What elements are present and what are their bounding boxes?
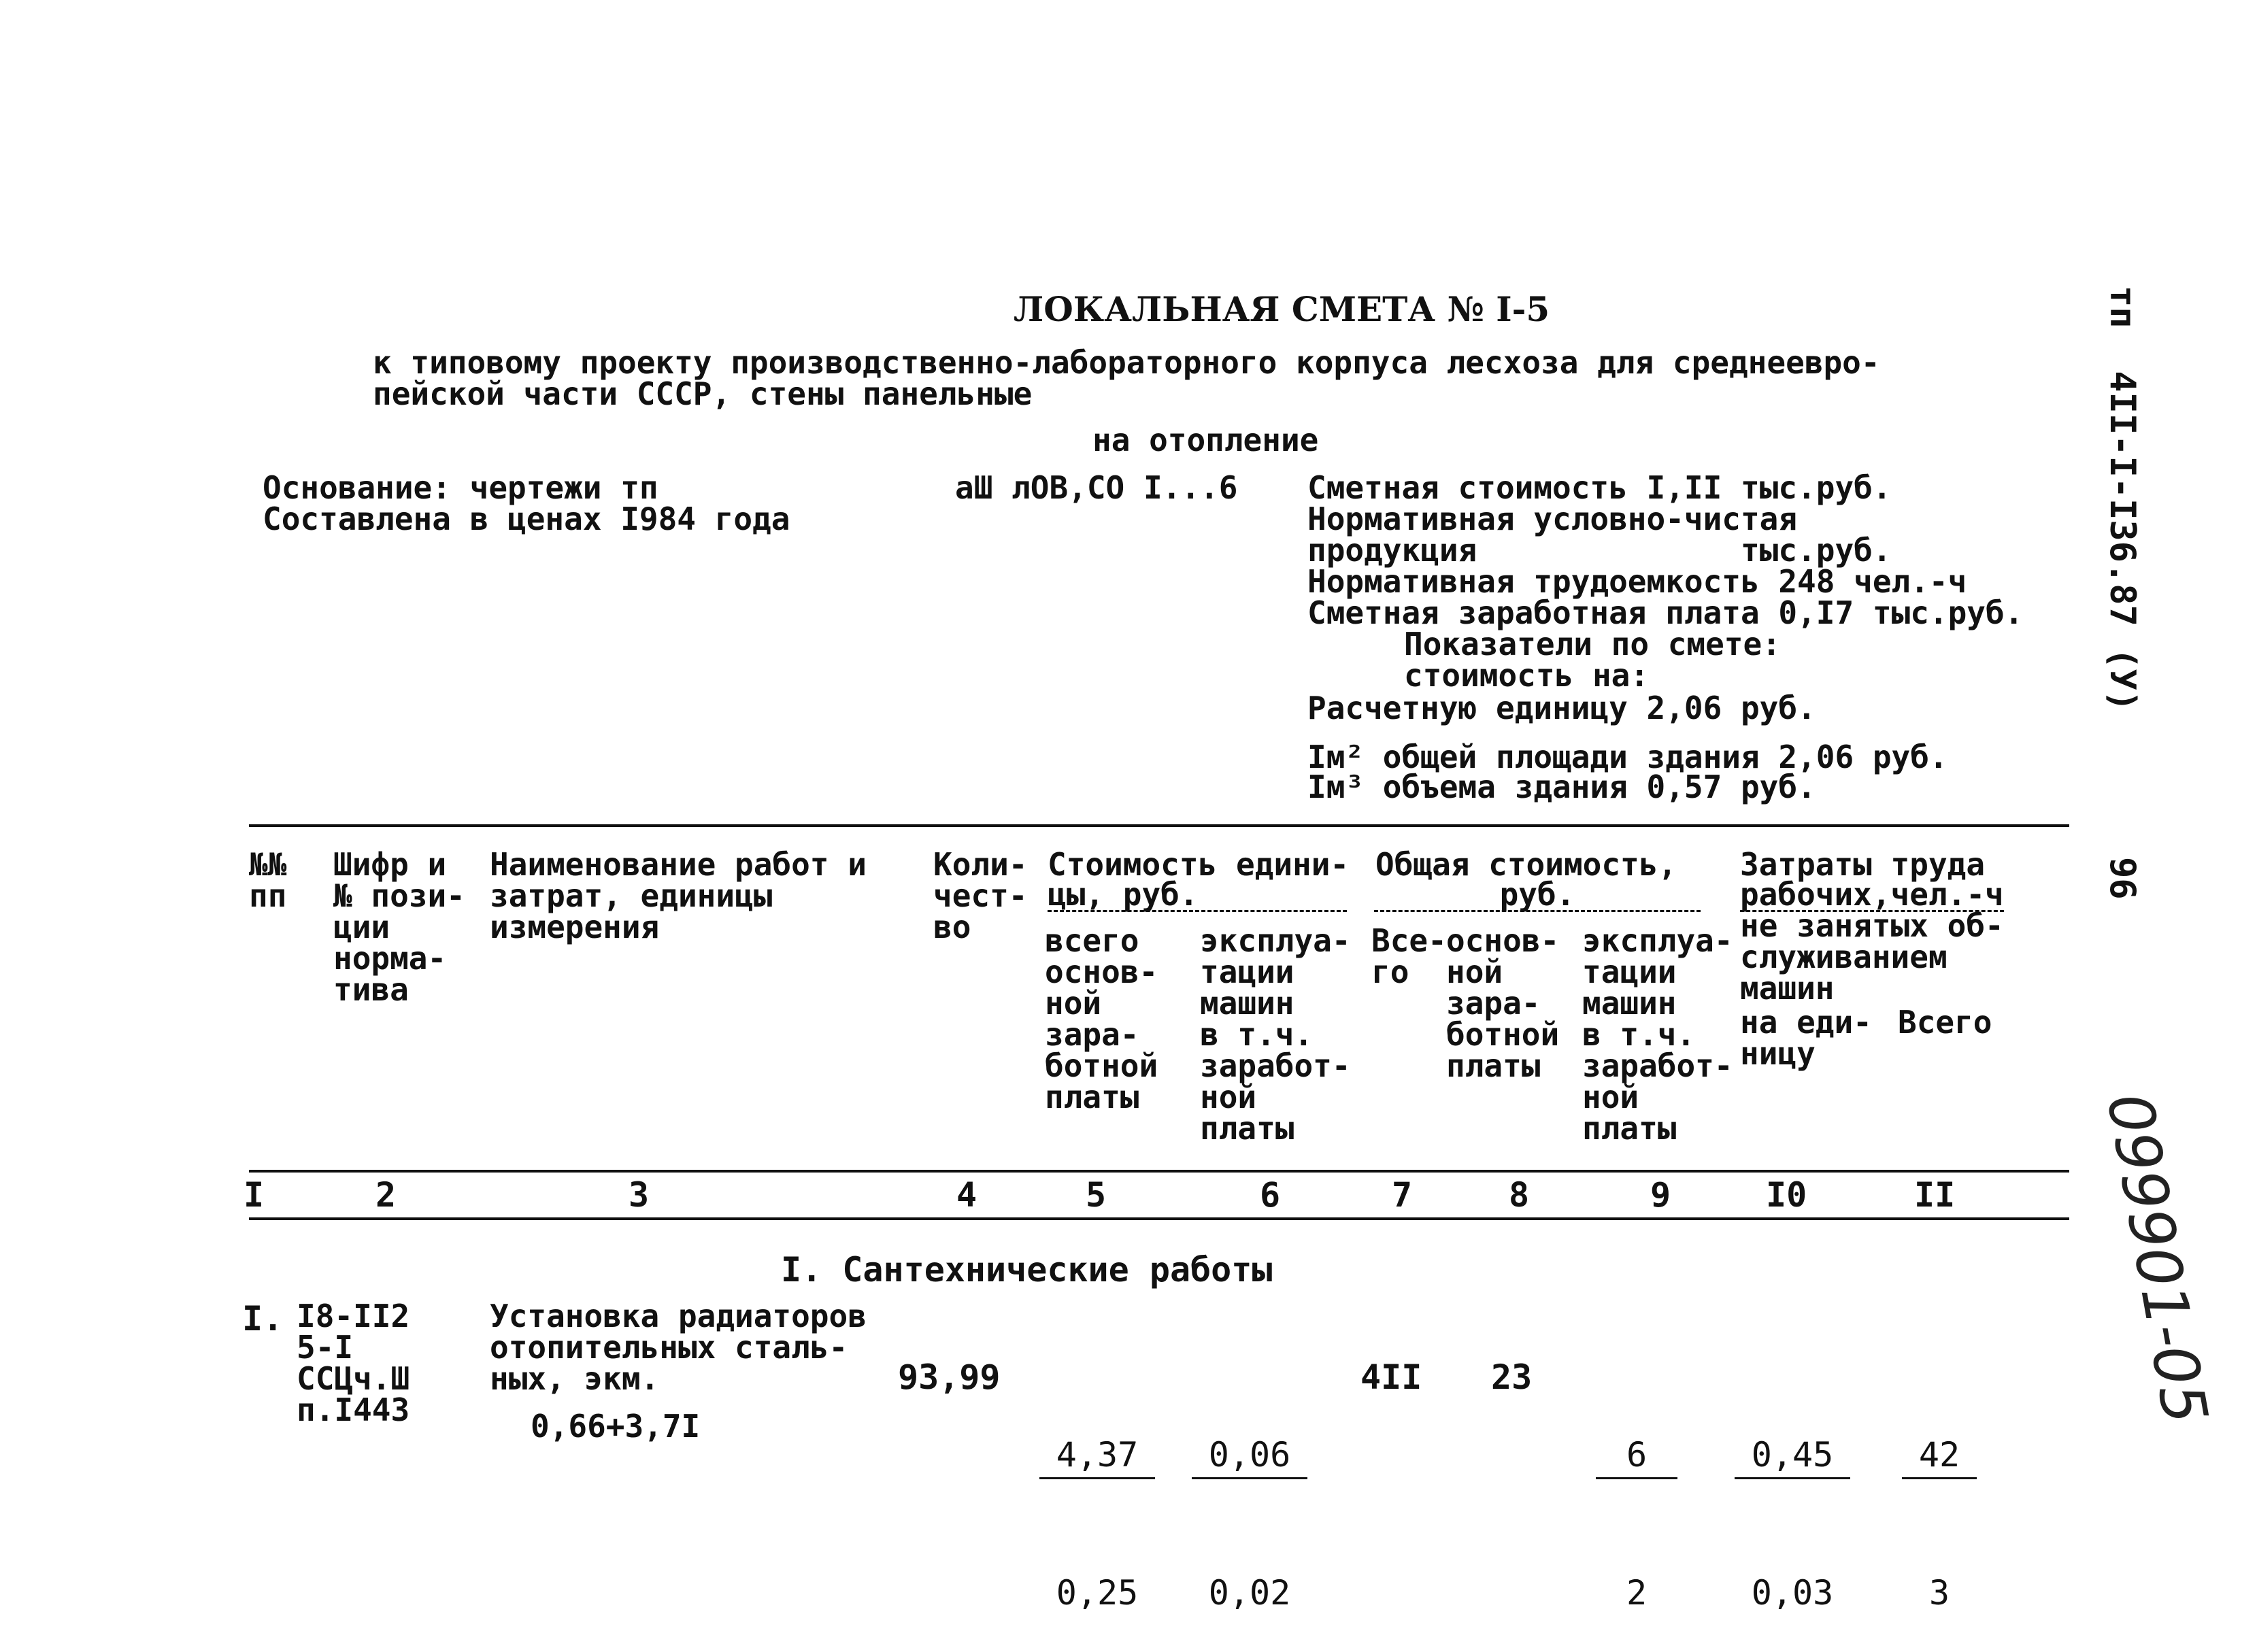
side-code-label: тп 4II-I-I36.87 (У): [2102, 286, 2143, 712]
summary-line-4: Нормативная трудоемкость 248 чел.-ч: [1307, 563, 1967, 600]
header-col-1: №№ пп: [249, 846, 287, 914]
indicators-title: Показатели по смете:: [1404, 626, 1781, 662]
header-col-8: основ- ной зара- ботной платы: [1446, 922, 1560, 1084]
header-labor-3: не занятых об- служиванием машин: [1740, 907, 2004, 1007]
header-col-4: Коли- чест- во: [933, 846, 1028, 945]
row-formula: 0,66+3,7I: [531, 1408, 701, 1445]
subtitle-line-3: на отопление: [1092, 422, 1319, 458]
basis-line-2: Составлена в ценах I984 года: [263, 501, 790, 537]
indicator-volume: Iм³ объема здания 0,57 руб.: [1307, 769, 1816, 805]
cell-col-11-top: 42: [1902, 1435, 1977, 1479]
header-col-2: Шифр и № пози- ции норма- тива: [333, 846, 465, 1008]
subtitle-line-2: пейской части СССР, стены панельные: [373, 375, 1033, 412]
header-bottom-rule: [249, 1170, 2069, 1173]
basis-code: аШ лОВ,СО I...6: [955, 469, 1238, 506]
header-col-9: эксплуа- тации машин в т.ч. заработ- ной платы: [1582, 922, 1733, 1147]
cell-col-11: [1902, 1356, 1977, 1652]
header-col-7: Все- го: [1371, 922, 1447, 990]
cell-col-6: [1192, 1356, 1307, 1652]
header-col-10: на еди- ницу: [1740, 1004, 1872, 1072]
header-unit-cost: Стоимость едини-: [1048, 846, 1350, 883]
cell-col-5-bottom: 0,25: [1056, 1573, 1139, 1613]
column-numbers-rule: [249, 1217, 2069, 1220]
document-title: ЛОКАЛЬНАЯ СМЕТА № I-5: [1014, 289, 1550, 329]
cell-col-9-bottom: 2: [1626, 1573, 1648, 1613]
cell-col-9: [1596, 1356, 1677, 1652]
cell-col-5: [1039, 1356, 1155, 1652]
cell-col-10-top: 0,45: [1735, 1435, 1850, 1479]
column-number-10: I0: [1766, 1175, 1807, 1215]
cell-col-10: [1735, 1356, 1850, 1652]
indicator-area: Iм² общей площади здания 2,06 руб.: [1307, 739, 1948, 775]
header-labor: Затраты труда: [1740, 846, 1986, 883]
header-col-3: Наименование работ и затрат, единицы измерения: [490, 846, 867, 945]
cell-col-9-top: 6: [1596, 1435, 1677, 1479]
header-total-cost-2: руб.: [1374, 879, 1701, 912]
indicator-unit: Расчетную единицу 2,06 руб.: [1307, 690, 1816, 726]
column-number-5: 5: [1086, 1175, 1107, 1215]
header-col-6: эксплуа- тации машин в т.ч. заработ- ной платы: [1200, 922, 1351, 1147]
side-page-number: 96: [2102, 857, 2143, 900]
column-number-6: 6: [1260, 1175, 1281, 1215]
handwritten-number: 099901-05: [2092, 1088, 2222, 1430]
summary-line-3: продукция тыс.руб.: [1307, 532, 1892, 569]
cell-col-5-top: 4,37: [1039, 1435, 1155, 1479]
row-code: I8-II2 5-I ССЦч.Ш п.I443: [297, 1298, 410, 1428]
summary-line-2: Нормативная условно-чистая: [1307, 501, 1798, 537]
cell-col-10-bottom: 0,03: [1751, 1573, 1834, 1613]
header-unit-cost-2: цы, руб.: [1048, 879, 1347, 912]
header-labor-2: рабочих,чел.-ч: [1740, 876, 2004, 913]
cell-col-6-bottom: 0,02: [1208, 1573, 1291, 1613]
column-number-11: II: [1914, 1175, 1956, 1215]
row-quantity: 93,99: [898, 1358, 1001, 1397]
cell-col-6-top: 0,06: [1192, 1435, 1307, 1479]
indicators-sub: стоимость на:: [1404, 657, 1650, 694]
summary-line-1: Сметная стоимость I,II тыс.руб.: [1307, 469, 1892, 506]
basis-line-1: Основание: чертежи тп: [263, 469, 658, 506]
section-title: I. Сантехнические работы: [781, 1250, 1273, 1289]
column-number-4: 4: [956, 1175, 977, 1215]
cell-col-11-bottom: 3: [1928, 1573, 1950, 1613]
header-col-11: Всего: [1898, 1004, 1992, 1041]
subtitle-line-1: к типовому проекту производственно-лабораторного корпуса лесхоза для среднеевро-: [373, 344, 1880, 381]
column-number-2: 2: [375, 1175, 397, 1215]
summary-line-5: Сметная заработная плата 0,I7 тыс.руб.: [1307, 594, 2024, 631]
column-number-8: 8: [1509, 1175, 1530, 1215]
column-number-9: 9: [1650, 1175, 1671, 1215]
column-number-3: 3: [629, 1175, 650, 1215]
column-number-1: I: [244, 1175, 265, 1215]
table-top-rule: [249, 824, 2069, 827]
row-number: I.: [242, 1299, 284, 1338]
cell-col-7: 4II: [1360, 1358, 1422, 1397]
column-number-7: 7: [1392, 1175, 1413, 1215]
cell-col-8: 23: [1491, 1358, 1533, 1397]
header-col-5: всего основ- ной зара- ботной платы: [1045, 922, 1158, 1115]
row-name: Установка радиаторов отопительных сталь- ных, экм.: [490, 1298, 867, 1397]
header-total-cost: Общая стоимость,: [1375, 846, 1677, 883]
